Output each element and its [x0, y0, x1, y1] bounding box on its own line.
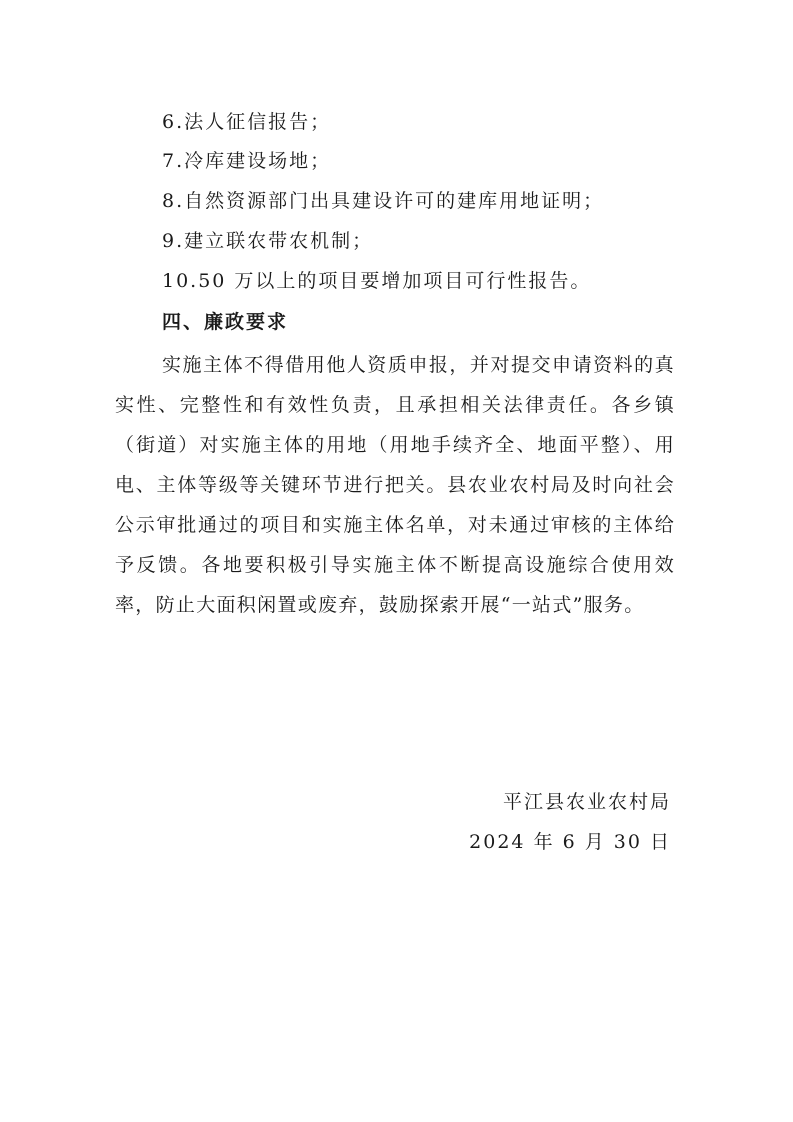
- list-item-9: 9.建立联农带农机制；: [162, 230, 374, 252]
- list-item-8: 8.自然资源部门出具建设许可的建库用地证明；: [162, 190, 605, 212]
- section-heading: 四、廉政要求: [162, 311, 289, 333]
- signature-date: 2024 年 6 月 30 日: [469, 831, 671, 853]
- signature-organization: 平江县农业农村局: [502, 791, 671, 813]
- body-paragraph: 实施主体不得借用他人资质申报，并对提交申请资料的真实性、完整性和有效性负责，且承担相关法律责任。各乡镇（街道）对实施主体的用地（用地手续齐全、地面平整）、用电、主体等级等关键环节进行把关。县农业农村局及时向社会公示审批通过的项目和实施主体名单，对未通过审核的主体给予反馈。各地要积极引导实施主体不断提高设施综合使用效率，防止大面积闲置或废弃，鼓励探索开展“一站式”服务。: [115, 354, 675, 616]
- list-item-7: 7.冷库建设场地；: [162, 150, 332, 172]
- list-item-6: 6.法人征信报告；: [162, 111, 332, 133]
- list-item-10: 10.50 万以上的项目要增加项目可行性报告。: [162, 270, 592, 292]
